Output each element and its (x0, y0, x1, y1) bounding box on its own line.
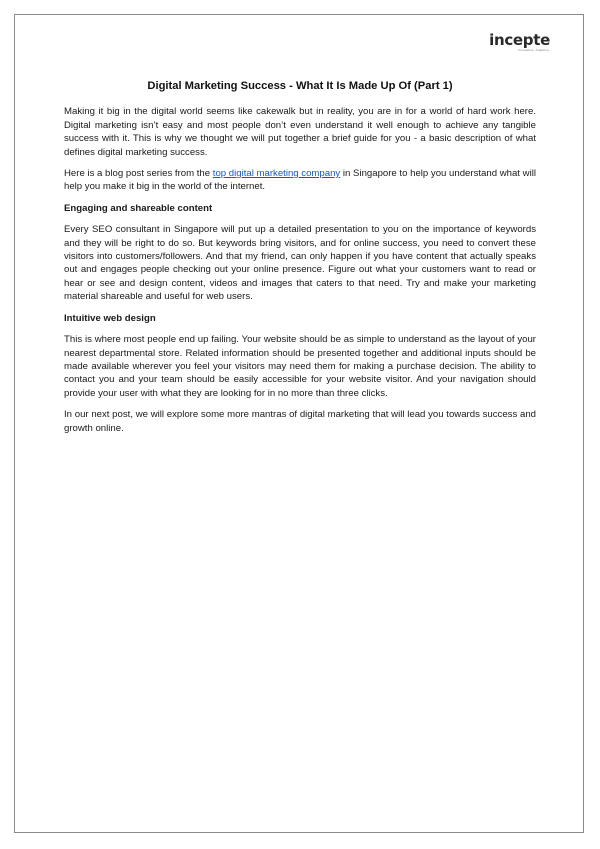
section-body-web-design: This is where most people end up failing. Your website should be as simple to understand as the layout of your nearest departmental store. Related information should be presented together and additional inputs should be made available wherever you feel your visitors may need them for making a purchase decision. The ability to contact you and your team should be easily accessible for your website visitor. And your navigation should provide your user with what they are looking for in no more than three clicks. (64, 334, 536, 399)
document-title: Digital Marketing Success - What It Is Made Up Of (Part 1) (147, 80, 453, 92)
series-text-after: in Singapore to help you understand what will help you make it big in the world of the internet. (64, 168, 536, 193)
document-body (64, 80, 536, 443)
intro-paragraph: Making it big in the digital world seems like cakewalk but in reality, you are in for a world of hard work here. Digital marketing isn’t easy and most people don’t even understand it well enough to achieve any tangible success with it. This is why we thought we will put together a brief guide for you - a basic description of what defines digital marketing success. (64, 106, 536, 158)
section-heading-engaging-content: Engaging and shareable content (64, 202, 213, 214)
series-paragraph (64, 167, 536, 194)
section-body-engaging-content: Every SEO consultant in Singapore will put up a detailed presentation to you on the importance of keywords and they will be right to do so. But keywords bring visitors, and for online success, you need to convert these visitors into customers/followers. And that my friend, can only happen if you have content that actually speaks out and engages people checking out your online presence. Figure out what your customers want to read or hear or see and design content, videos and images that caters to that need. Try and make your marketing material shareable and useful for web users. (64, 224, 536, 303)
logo-tagline: Innovative. Adaptive. (518, 48, 550, 52)
logo-text: incepte (489, 31, 550, 49)
closing-paragraph: In our next post, we will explore some more mantras of digital marketing that will lead you towards success and growth online. (64, 409, 536, 434)
section-heading-web-design: Intuitive web design (64, 312, 156, 324)
company-logo (489, 32, 550, 52)
series-text-before: Here is a blog post series from the (64, 168, 213, 180)
top-digital-marketing-company-link[interactable]: top digital marketing company (212, 168, 341, 180)
